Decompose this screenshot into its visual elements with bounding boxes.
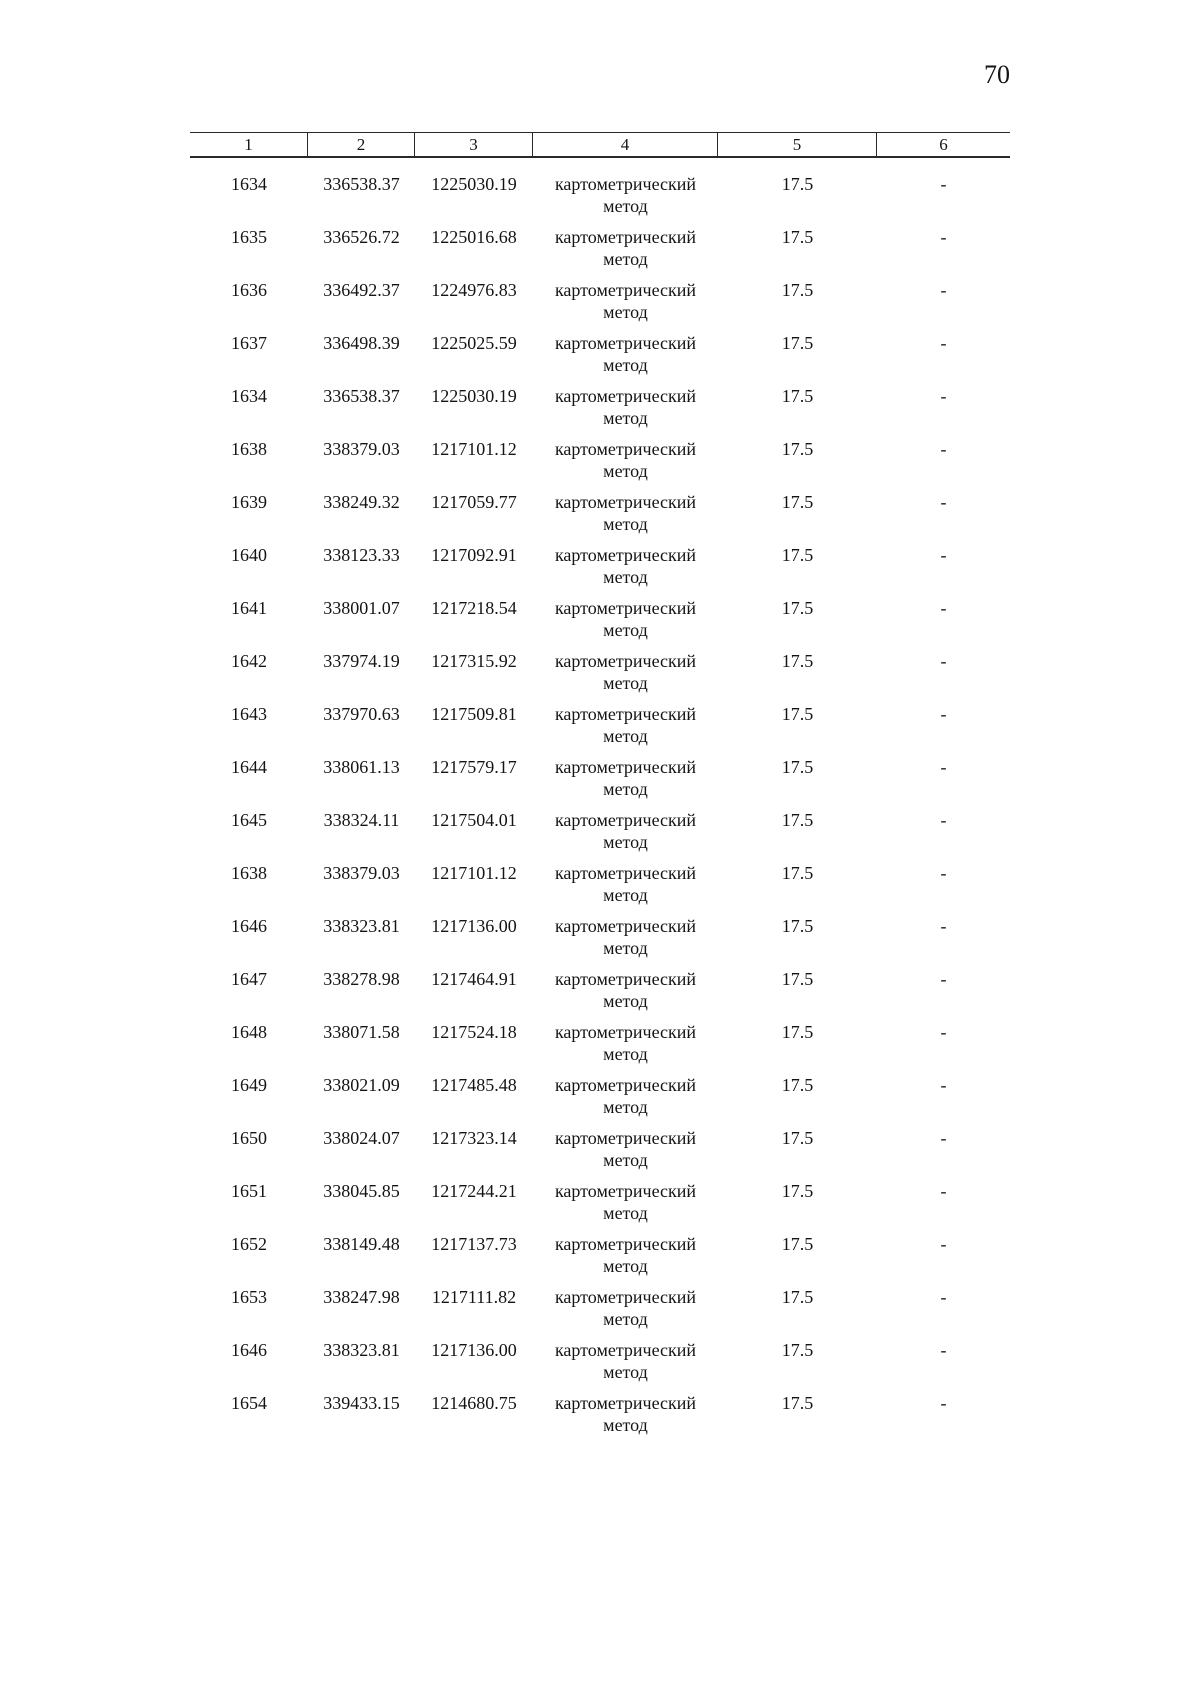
method-text: картометрический метод bbox=[554, 1181, 697, 1223]
method-text: картометрический метод bbox=[554, 492, 697, 534]
table-header-row bbox=[190, 132, 1010, 158]
coordinate-y: 1217504.01 bbox=[431, 810, 517, 830]
table-row bbox=[190, 1286, 1010, 1339]
coordinate-y: 1225030.19 bbox=[431, 386, 517, 406]
method-text: картометрический метод bbox=[554, 1022, 697, 1064]
table-row bbox=[190, 703, 1010, 756]
point-number: 1638 bbox=[231, 863, 267, 883]
table-row bbox=[190, 332, 1010, 385]
coordinate-y: 1225025.59 bbox=[431, 333, 517, 353]
coordinate-x: 337974.19 bbox=[323, 651, 400, 671]
coordinate-x: 336492.37 bbox=[323, 280, 400, 300]
accuracy-value: 17.5 bbox=[781, 1128, 814, 1148]
method-text: картометрический метод bbox=[554, 810, 697, 852]
coordinate-x: 338379.03 bbox=[323, 863, 400, 883]
coordinate-y: 1217509.81 bbox=[431, 704, 517, 724]
note-value: - bbox=[940, 916, 947, 936]
note-value: - bbox=[940, 439, 947, 459]
table-row bbox=[190, 1339, 1010, 1392]
table-row bbox=[190, 650, 1010, 703]
note-value: - bbox=[940, 1128, 947, 1148]
coordinate-x: 337970.63 bbox=[323, 704, 400, 724]
note-value: - bbox=[940, 1393, 947, 1413]
note-value: - bbox=[940, 1181, 947, 1201]
table-row bbox=[190, 1233, 1010, 1286]
coordinate-y: 1217136.00 bbox=[431, 916, 517, 936]
method-text: картометрический метод bbox=[554, 545, 697, 587]
table-row bbox=[190, 544, 1010, 597]
coordinate-y: 1225030.19 bbox=[431, 174, 517, 194]
table-row bbox=[190, 756, 1010, 809]
note-value: - bbox=[940, 1234, 947, 1254]
point-number: 1644 bbox=[231, 757, 267, 777]
note-value: - bbox=[940, 386, 947, 406]
accuracy-value: 17.5 bbox=[781, 1287, 814, 1307]
point-number: 1641 bbox=[231, 598, 267, 618]
table-row bbox=[190, 226, 1010, 279]
coordinate-y: 1217464.91 bbox=[431, 969, 517, 989]
point-number: 1648 bbox=[231, 1022, 267, 1042]
accuracy-value: 17.5 bbox=[781, 651, 814, 671]
coordinate-y: 1217136.00 bbox=[431, 1340, 517, 1360]
method-text: картометрический метод bbox=[554, 651, 697, 693]
accuracy-value: 17.5 bbox=[781, 492, 814, 512]
table-row bbox=[190, 438, 1010, 491]
column-header-1: 1 bbox=[190, 133, 308, 156]
point-number: 1645 bbox=[231, 810, 267, 830]
coordinate-y: 1224976.83 bbox=[431, 280, 517, 300]
accuracy-value: 17.5 bbox=[781, 810, 814, 830]
column-header-2: 2 bbox=[308, 133, 415, 156]
table-row bbox=[190, 385, 1010, 438]
page-number: 70 bbox=[984, 60, 1010, 89]
coordinate-y: 1217323.14 bbox=[431, 1128, 517, 1148]
coordinate-y: 1217137.73 bbox=[431, 1234, 517, 1254]
method-text: картометрический метод bbox=[554, 757, 697, 799]
table-row bbox=[190, 1392, 1010, 1445]
method-text: картометрический метод bbox=[554, 598, 697, 640]
method-text: картометрический метод bbox=[554, 439, 697, 481]
table-row bbox=[190, 1074, 1010, 1127]
method-text: картометрический метод bbox=[554, 1234, 697, 1276]
coordinate-y: 1217092.91 bbox=[431, 545, 517, 565]
accuracy-value: 17.5 bbox=[781, 280, 814, 300]
table-row bbox=[190, 279, 1010, 332]
accuracy-value: 17.5 bbox=[781, 916, 814, 936]
coordinate-y: 1217315.92 bbox=[431, 651, 517, 671]
method-text: картометрический метод bbox=[554, 1075, 697, 1117]
accuracy-value: 17.5 bbox=[781, 1181, 814, 1201]
point-number: 1635 bbox=[231, 227, 267, 247]
coordinate-y: 1225016.68 bbox=[431, 227, 517, 247]
coordinate-x: 338249.32 bbox=[323, 492, 400, 512]
coordinate-x: 338071.58 bbox=[323, 1022, 400, 1042]
accuracy-value: 17.5 bbox=[781, 1075, 814, 1095]
coordinate-y: 1217579.17 bbox=[431, 757, 517, 777]
accuracy-value: 17.5 bbox=[781, 1393, 814, 1413]
point-number: 1647 bbox=[231, 969, 267, 989]
column-header-6: 6 bbox=[939, 135, 948, 154]
coordinate-y: 1217101.12 bbox=[431, 439, 517, 459]
accuracy-value: 17.5 bbox=[781, 1340, 814, 1360]
method-text: картометрический метод bbox=[554, 916, 697, 958]
note-value: - bbox=[940, 492, 947, 512]
point-number: 1636 bbox=[231, 280, 267, 300]
point-number: 1639 bbox=[231, 492, 267, 512]
coordinate-x: 338024.07 bbox=[323, 1128, 400, 1148]
coordinate-y: 1217111.82 bbox=[431, 1287, 517, 1307]
coordinate-x: 338323.81 bbox=[323, 1340, 400, 1360]
table-row bbox=[190, 862, 1010, 915]
column-header-3: 3 bbox=[415, 133, 533, 156]
coordinate-x: 336498.39 bbox=[323, 333, 400, 353]
accuracy-value: 17.5 bbox=[781, 704, 814, 724]
method-text: картометрический метод bbox=[554, 1340, 697, 1382]
accuracy-value: 17.5 bbox=[781, 386, 814, 406]
point-number: 1653 bbox=[231, 1287, 267, 1307]
point-number: 1643 bbox=[231, 704, 267, 724]
note-value: - bbox=[940, 810, 947, 830]
note-value: - bbox=[940, 598, 947, 618]
coordinate-y: 1217524.18 bbox=[431, 1022, 517, 1042]
method-text: картометрический метод bbox=[554, 1128, 697, 1170]
method-text: картометрический метод bbox=[554, 969, 697, 1011]
table-row bbox=[190, 968, 1010, 1021]
accuracy-value: 17.5 bbox=[781, 439, 814, 459]
coordinate-x: 338379.03 bbox=[323, 439, 400, 459]
coordinate-y: 1217101.12 bbox=[431, 863, 517, 883]
method-text: картометрический метод bbox=[554, 227, 697, 269]
method-text: картометрический метод bbox=[554, 386, 697, 428]
coordinate-x: 338278.98 bbox=[323, 969, 400, 989]
accuracy-value: 17.5 bbox=[781, 969, 814, 989]
coordinate-x: 336538.37 bbox=[323, 386, 400, 406]
method-text: картометрический метод bbox=[554, 333, 697, 375]
coordinate-y: 1217485.48 bbox=[431, 1075, 517, 1095]
accuracy-value: 17.5 bbox=[781, 227, 814, 247]
point-number: 1638 bbox=[231, 439, 267, 459]
coordinates-table bbox=[190, 132, 1010, 1445]
point-number: 1642 bbox=[231, 651, 267, 671]
note-value: - bbox=[940, 651, 947, 671]
table-row bbox=[190, 1180, 1010, 1233]
method-text: картометрический метод bbox=[554, 1393, 697, 1435]
note-value: - bbox=[940, 704, 947, 724]
note-value: - bbox=[940, 969, 947, 989]
accuracy-value: 17.5 bbox=[781, 333, 814, 353]
table-row bbox=[190, 597, 1010, 650]
coordinate-x: 338123.33 bbox=[323, 545, 400, 565]
accuracy-value: 17.5 bbox=[781, 757, 814, 777]
coordinate-x: 339433.15 bbox=[323, 1393, 400, 1413]
accuracy-value: 17.5 bbox=[781, 174, 814, 194]
table-body bbox=[190, 173, 1010, 1445]
note-value: - bbox=[940, 280, 947, 300]
method-text: картометрический метод bbox=[554, 1287, 697, 1329]
point-number: 1634 bbox=[231, 386, 267, 406]
method-text: картометрический метод bbox=[554, 704, 697, 746]
note-value: - bbox=[940, 1340, 947, 1360]
coordinate-x: 338149.48 bbox=[323, 1234, 400, 1254]
point-number: 1652 bbox=[231, 1234, 267, 1254]
coordinate-x: 338021.09 bbox=[323, 1075, 400, 1095]
table-row bbox=[190, 915, 1010, 968]
point-number: 1646 bbox=[231, 916, 267, 936]
point-number: 1651 bbox=[231, 1181, 267, 1201]
table-row bbox=[190, 491, 1010, 544]
method-text: картометрический метод bbox=[554, 174, 697, 216]
point-number: 1650 bbox=[231, 1128, 267, 1148]
accuracy-value: 17.5 bbox=[781, 545, 814, 565]
accuracy-value: 17.5 bbox=[781, 1022, 814, 1042]
note-value: - bbox=[940, 227, 947, 247]
note-value: - bbox=[940, 333, 947, 353]
coordinate-x: 336526.72 bbox=[323, 227, 400, 247]
method-text: картометрический метод bbox=[554, 280, 697, 322]
note-value: - bbox=[940, 1287, 947, 1307]
accuracy-value: 17.5 bbox=[781, 598, 814, 618]
coordinate-x: 338247.98 bbox=[323, 1287, 400, 1307]
column-header-4: 4 bbox=[533, 133, 718, 156]
coordinate-x: 338324.11 bbox=[323, 810, 400, 830]
coordinate-x: 336538.37 bbox=[323, 174, 400, 194]
note-value: - bbox=[940, 174, 947, 194]
note-value: - bbox=[940, 1022, 947, 1042]
coordinate-x: 338323.81 bbox=[323, 916, 400, 936]
table-row bbox=[190, 1127, 1010, 1180]
note-value: - bbox=[940, 545, 947, 565]
table-row bbox=[190, 173, 1010, 226]
table-row bbox=[190, 1021, 1010, 1074]
coordinate-y: 1217218.54 bbox=[431, 598, 517, 618]
note-value: - bbox=[940, 757, 947, 777]
note-value: - bbox=[940, 863, 947, 883]
coordinate-x: 338061.13 bbox=[323, 757, 400, 777]
point-number: 1649 bbox=[231, 1075, 267, 1095]
point-number: 1640 bbox=[231, 545, 267, 565]
accuracy-value: 17.5 bbox=[781, 863, 814, 883]
point-number: 1637 bbox=[231, 333, 267, 353]
method-text: картометрический метод bbox=[554, 863, 697, 905]
coordinate-y: 1217059.77 bbox=[431, 492, 517, 512]
coordinate-y: 1214680.75 bbox=[431, 1393, 517, 1413]
accuracy-value: 17.5 bbox=[781, 1234, 814, 1254]
point-number: 1654 bbox=[231, 1393, 267, 1413]
coordinate-x: 338045.85 bbox=[323, 1181, 400, 1201]
column-header-5: 5 bbox=[718, 133, 877, 156]
point-number: 1646 bbox=[231, 1340, 267, 1360]
table-row bbox=[190, 809, 1010, 862]
point-number: 1634 bbox=[231, 174, 267, 194]
coordinate-x: 338001.07 bbox=[323, 598, 400, 618]
coordinate-y: 1217244.21 bbox=[431, 1181, 517, 1201]
note-value: - bbox=[940, 1075, 947, 1095]
